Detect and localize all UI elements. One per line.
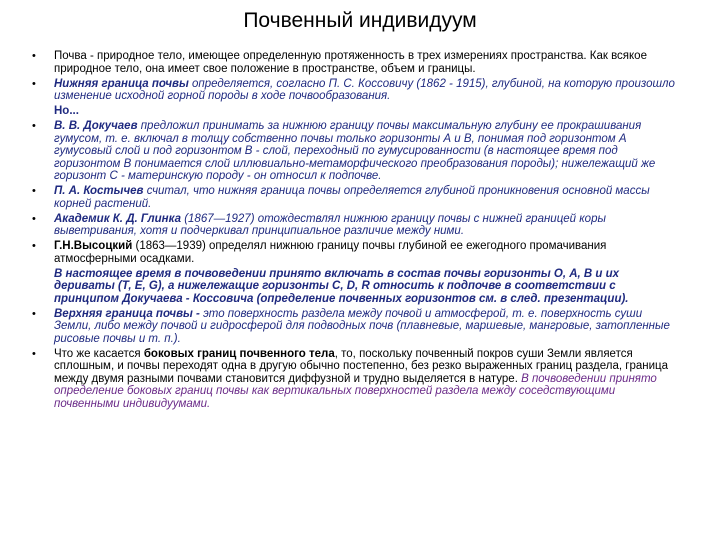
continuation-item-modern bbox=[32, 268, 682, 306]
bullet-item-4 bbox=[32, 185, 682, 210]
bullet-item-6 bbox=[32, 240, 682, 265]
bullet-list bbox=[32, 50, 682, 413]
modern-horizons-text: В настоящее время в почвоведении принято включать в состав почвы горизонты О, А, В и их дериваты (Т, Е, G), а нижележащие горизонты С, D, R относить к подпочве в соответствии с принципом Докучаева - Коссовича (определение почвенных горизонтов см. в след. презентации). bbox=[54, 267, 629, 305]
bullet-1-text: Почва - природное тело, имеющее определенную протяженность в трех измерениях пространства. Как всякое природное тело, она имеет свое положение в пространстве, объем и границы. bbox=[54, 50, 647, 75]
bullet-item-1 bbox=[32, 50, 682, 75]
bullet-8-term: боковых границ почвенного тела bbox=[143, 347, 335, 360]
bullet-8-lead: Что же касается bbox=[54, 347, 144, 360]
bullet-4-text: считал, что нижняя граница почвы определяется глубиной проникновения основной массы корней растений. bbox=[54, 185, 650, 210]
bullet-7-term: Верхняя граница почвы - bbox=[54, 307, 200, 320]
bullet-2-text: определяется, согласно П. С. Коссовичу (1862 - 1915), глубиной, на которую произошло изменение исходной горной породы в ходе почвообразования. bbox=[54, 77, 675, 102]
bullet-6-term: Г.Н.Высоцкий bbox=[54, 240, 133, 252]
bullet-item-8 bbox=[32, 348, 682, 411]
bullet-2-term: Нижняя граница почвы bbox=[54, 77, 189, 90]
bullet-5-term: Академик К. Д. Глинка bbox=[54, 212, 181, 225]
bullet-item-5 bbox=[32, 213, 682, 238]
bullet-item-3 bbox=[32, 120, 682, 183]
bullet-7-text: это поверхность раздела между почвой и атмосферой, т. е. поверхность суши Земли, либо между почвой и гидросферой для подводных почв (плавневые, маршевые, мангровые, затопленные рисовые почвы и т. п.). bbox=[54, 307, 670, 345]
bullet-item-7 bbox=[32, 308, 682, 346]
no-text: Но... bbox=[54, 105, 79, 117]
bullet-item-2 bbox=[32, 78, 682, 103]
bullet-8-definition: В почвоведении принято определение боковых границ почвы как вертикальных поверхностей раздела между соседствующими почвенными индивидуумами. bbox=[54, 372, 657, 410]
bullet-6-text: (1863—1939) определял нижнюю границу почвы глубиной ее ежегодного промачивания атмосферными осадками. bbox=[54, 240, 607, 265]
continuation-item-no bbox=[32, 105, 682, 118]
bullet-4-term: П. А. Костычев bbox=[54, 185, 144, 197]
bullet-8-text: , то, поскольку почвенный покров суши Земли является сплошным, и почвы переходят одна в другую обычно постепенно, без резко выраженных границ раздела, граница между двумя разными почвами становится диффузной и трудно выделяется в натуре. bbox=[54, 347, 669, 385]
bullet-5-text: (1867—1927) отождествлял нижнюю границу почвы с нижней границей коры выветривания, хотя и подчеркивал принципиальное различие между ними. bbox=[54, 212, 606, 237]
bullet-3-term: В. В. Докучаев bbox=[54, 120, 138, 132]
slide-title: Почвенный индивидуум bbox=[243, 9, 477, 32]
bullet-3-text: предложил принимать за нижнюю границу почвы максимальную глубину ее прокрашивания гумусом, т. е. включал в толщу собственно почвы только горизонты А и В, понимая под горизонтом А гумусовый слой и под горизонтом В - слой, переходный по гумусированности (в настоящее время под горизонтом В понимается слой иллювиально-метаморфического преобразования породы); нижележащий же горизонт С - материнскую породу - он относил к подпочве. bbox=[54, 120, 656, 182]
